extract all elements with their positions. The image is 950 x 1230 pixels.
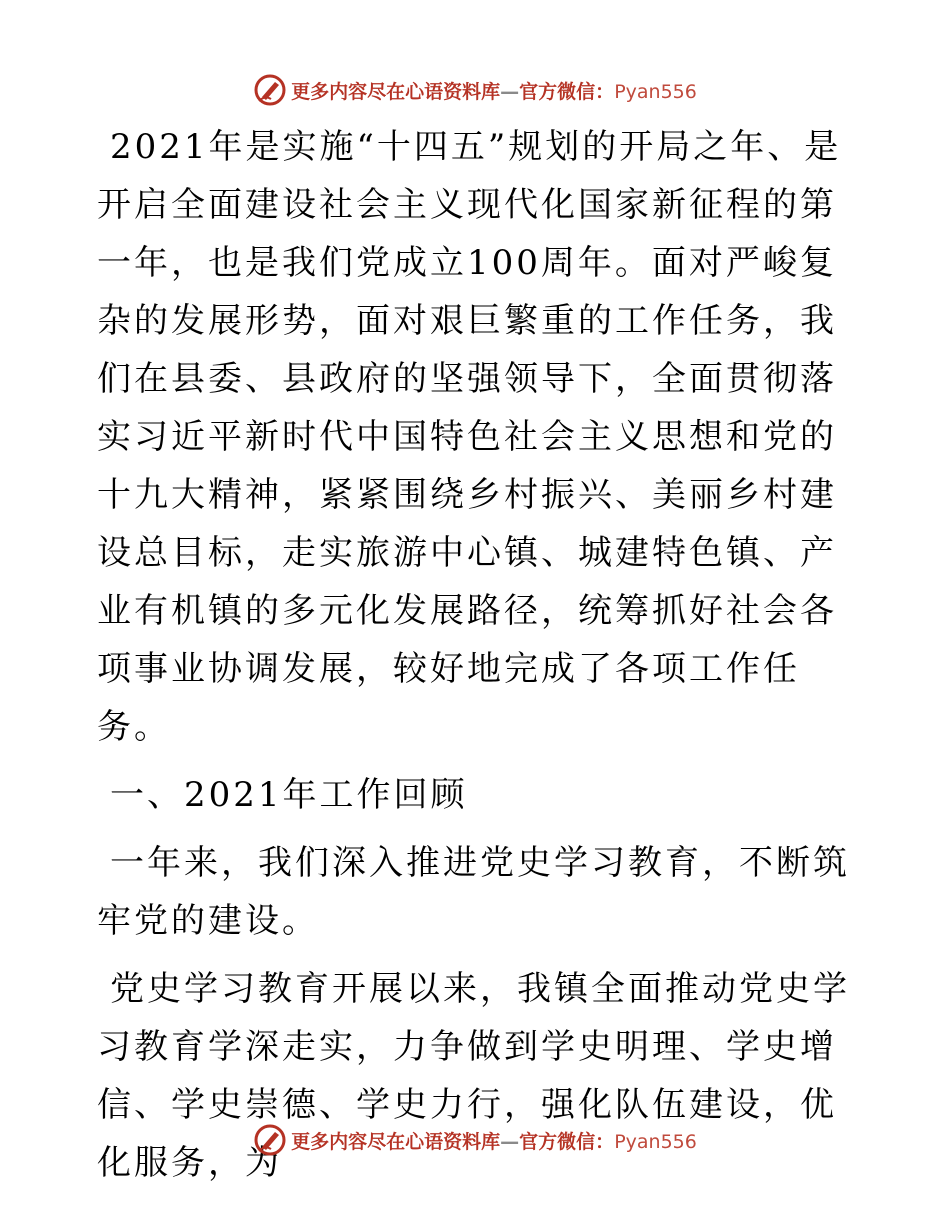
document-body bbox=[97, 118, 857, 1202]
summary-paragraph: 一年来，我们深入推进党史学习教育，不断筑牢党的建设。 bbox=[97, 843, 850, 941]
watermark-text bbox=[291, 77, 697, 104]
brand-logo-icon bbox=[253, 73, 287, 107]
watermark-main: 更多内容尽在心语资料库 bbox=[291, 1130, 501, 1153]
body-paragraph: 党史学习教育开展以来，我镇全面推动党史学习教育学深走实，力争做到学史明理、学史增信、学史崇德、学史力行，强化队伍建设，优化服务，为 bbox=[97, 969, 850, 1183]
watermark-label: 官方微信： bbox=[519, 80, 615, 103]
section-heading: 一、2021年工作回顾 bbox=[110, 775, 468, 815]
footer-watermark bbox=[0, 1120, 950, 1160]
intro-paragraph: 2021年是实施“十四五”规划的开局之年、是开启全面建设社会主义现代化国家新征程的第一年，也是我们党成立100周年。面对严峻复杂的发展形势，面对艰巨繁重的工作任务，我们在县委、县政府的坚强领导下，全面贯彻落实习近平新时代中国特色社会主义思想和党的十九大精神，紧紧围绕乡村振兴、美丽乡村建设总目标，走实旅游中心镇、城建特色镇、产业有机镇的多元化发展路径，统筹抓好社会各项事业协调发展，较好地完成了各项工作任务。 bbox=[97, 127, 842, 747]
watermark-separator: — bbox=[500, 1130, 520, 1153]
header-watermark bbox=[0, 70, 950, 110]
watermark-account: Pyan556 bbox=[614, 1130, 697, 1153]
brand-logo-icon bbox=[253, 1123, 287, 1157]
watermark-main: 更多内容尽在心语资料库 bbox=[291, 80, 501, 103]
watermark-account: Pyan556 bbox=[614, 80, 697, 103]
watermark-label: 官方微信： bbox=[519, 1130, 615, 1153]
watermark-separator: — bbox=[500, 80, 520, 103]
watermark-text bbox=[291, 1127, 697, 1154]
